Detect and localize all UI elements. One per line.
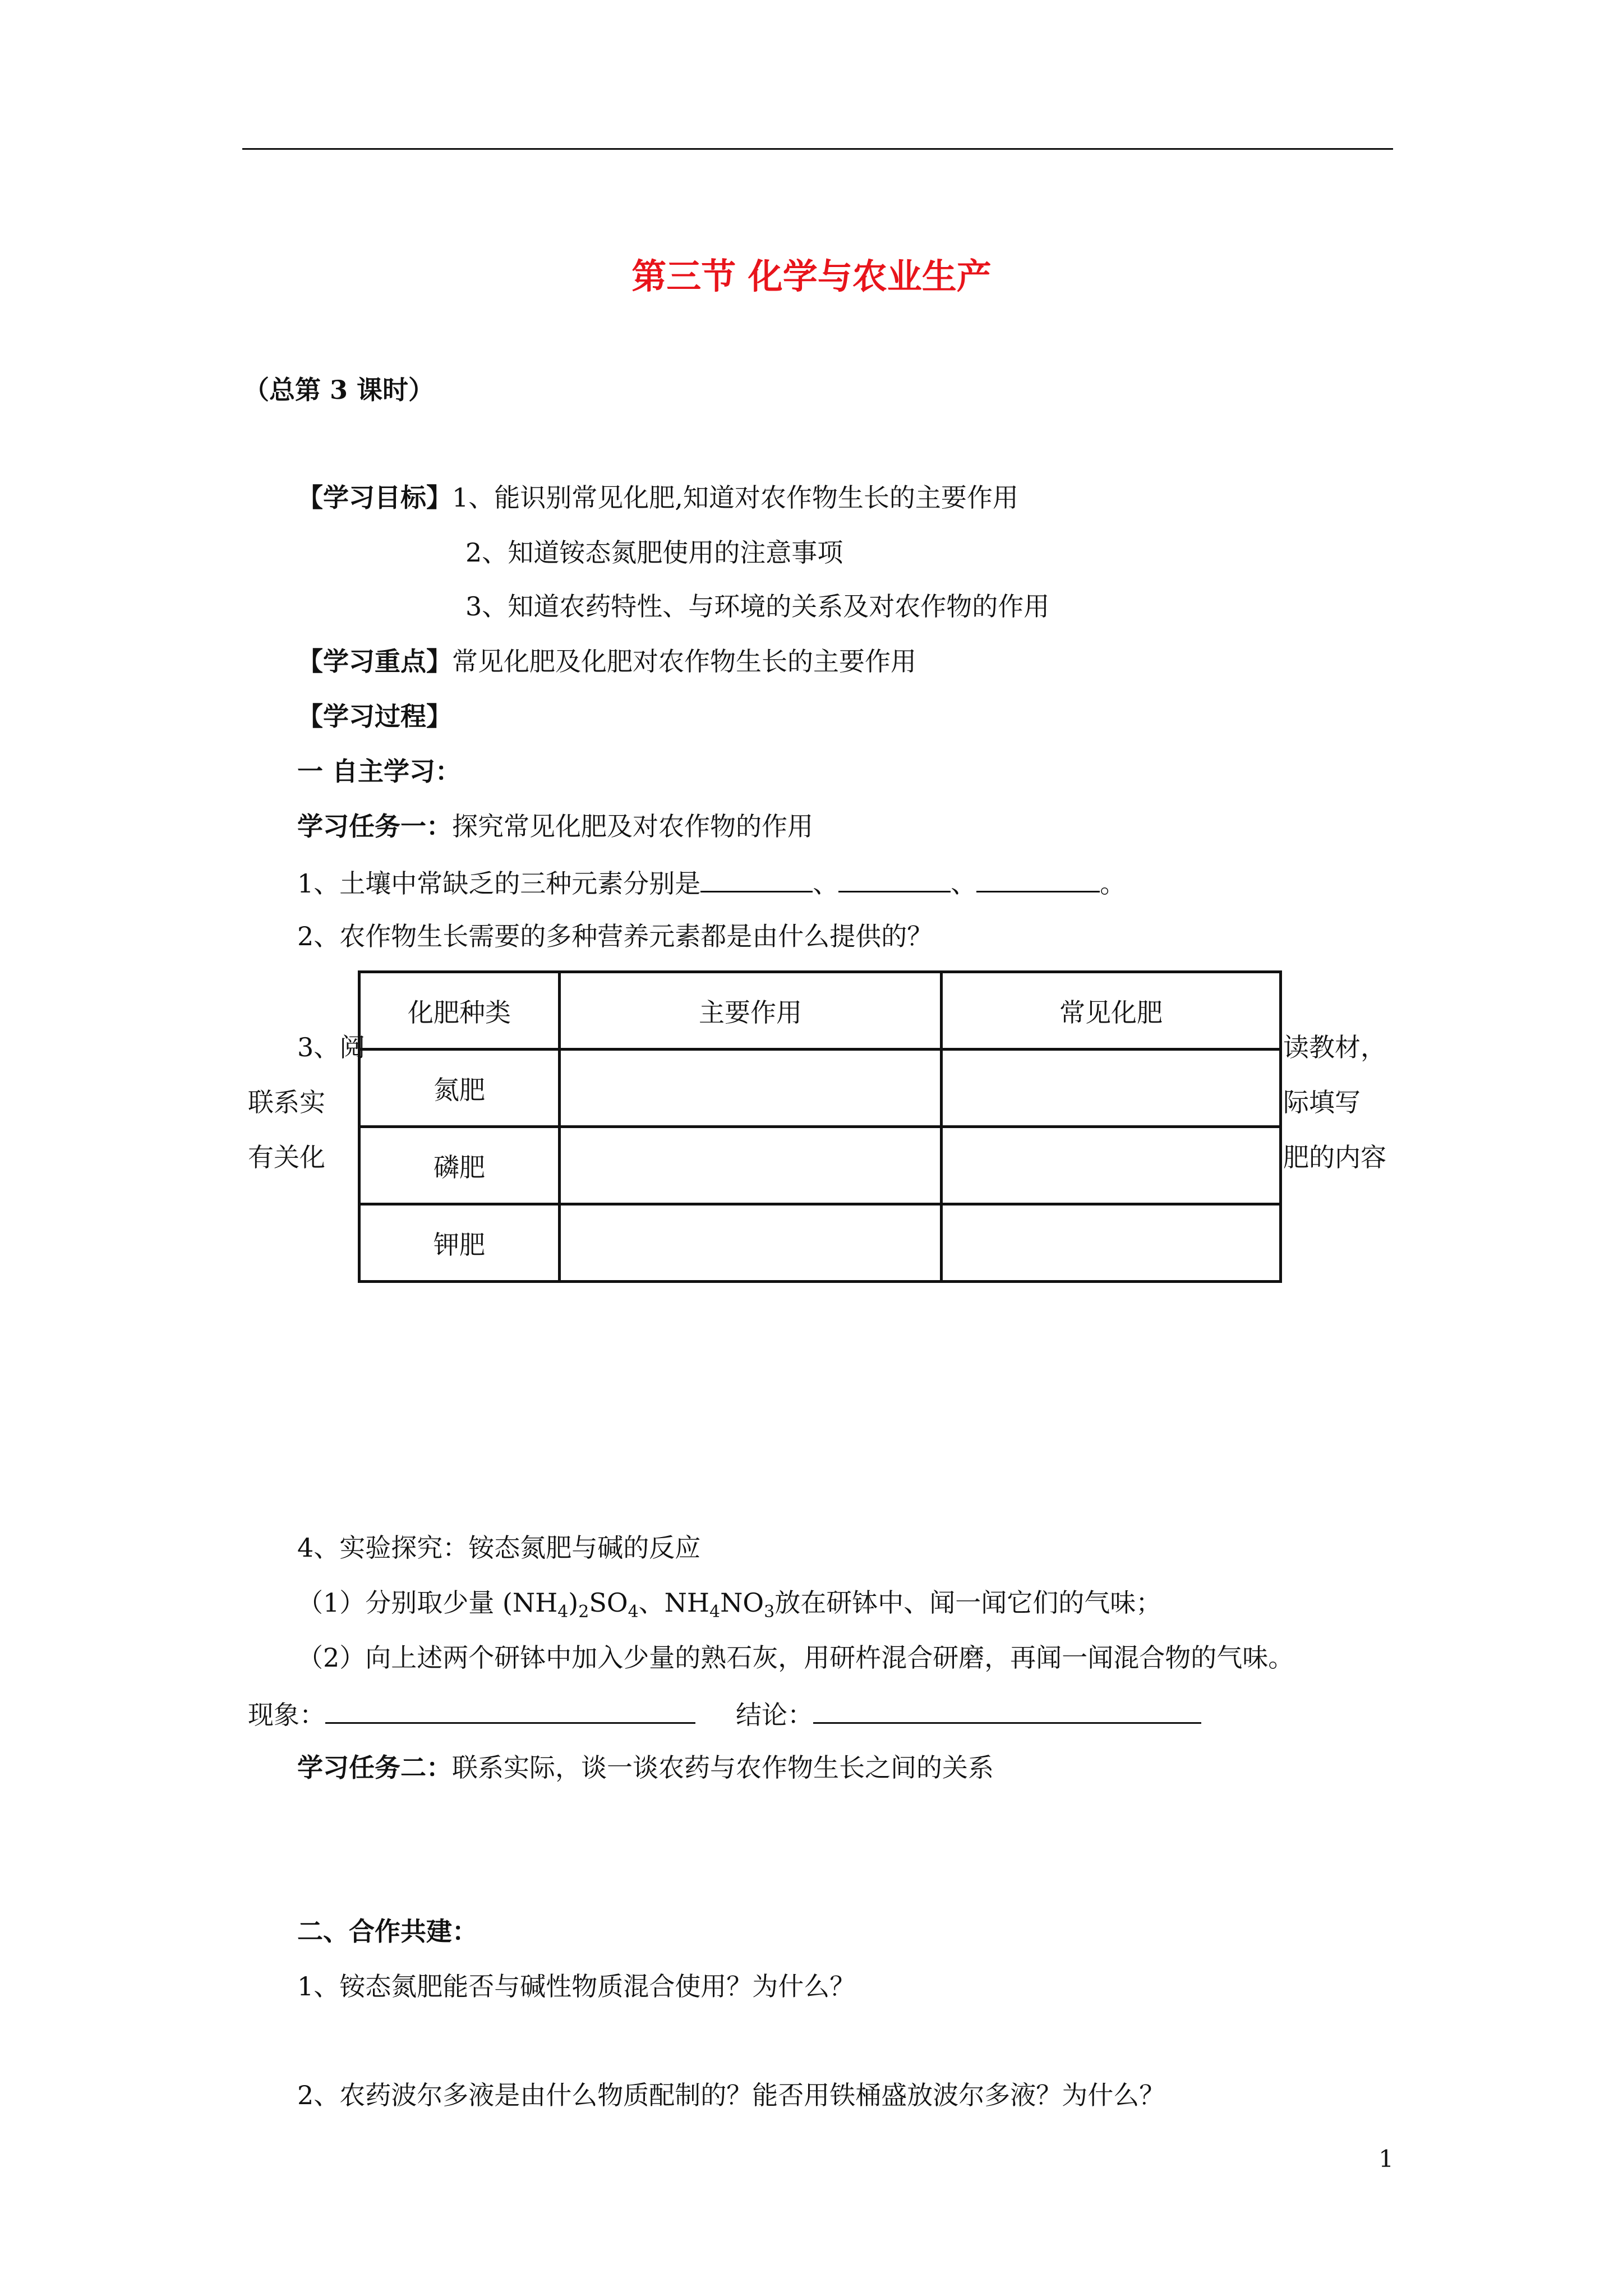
key-points-text: 常见化肥及化肥对农作物生长的主要作用 <box>452 646 916 677</box>
question-4-step-1 <box>297 1590 1161 1621</box>
phenomenon-blank[interactable] <box>325 1700 695 1724</box>
process-label: 【学习过程】 <box>297 701 452 731</box>
task1 <box>297 813 813 839</box>
table-cell-answer[interactable] <box>942 1204 1281 1282</box>
question-2: 2、农作物生长需要的多种营养元素都是由什么提供的？ <box>297 921 933 951</box>
q3-fragment-left-1: 3、阅 <box>297 1032 366 1062</box>
section2-question-1: 1、铵态氮肥能否与碱性物质混合使用？为什么？ <box>297 1971 856 2001</box>
separator: 、 <box>951 868 977 899</box>
objectives-label: 【学习目标】 <box>297 482 452 513</box>
question-1 <box>297 868 1126 899</box>
formula-part: 放在研钵中、闻一闻它们的气味； <box>774 1588 1162 1618</box>
table-cell-type: 氮肥 <box>359 1050 560 1127</box>
conclusion-line <box>736 1700 1201 1728</box>
answer-blank[interactable] <box>976 868 1100 892</box>
section2-heading: 二、合作共建： <box>297 1916 478 1947</box>
objective-item: 1、能识别常见化肥,知道对农作物生长的主要作用 <box>452 482 1018 513</box>
q3-fragment-right-3: 肥的内容 <box>1283 1142 1386 1172</box>
table-cell-answer[interactable] <box>560 1127 942 1204</box>
separator: 、 <box>813 868 839 899</box>
header-rule <box>242 148 1393 150</box>
table-header-common: 常见化肥 <box>942 972 1281 1050</box>
q3-fragment-right-1: 读教材， <box>1283 1032 1386 1062</box>
table-row <box>359 1127 1281 1204</box>
task2-text: 联系实际，谈一谈农药与农作物生长之间的关系 <box>452 1752 994 1783</box>
table-cell-answer[interactable] <box>942 1050 1281 1127</box>
formula-subscript: 4 <box>628 1602 639 1622</box>
key-points <box>297 646 916 677</box>
formula-part: ) <box>568 1588 579 1618</box>
task2 <box>297 1752 994 1783</box>
answer-blank[interactable] <box>700 868 813 892</box>
table-cell-answer[interactable] <box>560 1204 942 1282</box>
section1-heading: 一 自主学习： <box>297 756 462 786</box>
table-cell-answer[interactable] <box>560 1050 942 1127</box>
formula-part: SO <box>589 1588 628 1618</box>
formula-subscript: 2 <box>578 1602 589 1622</box>
page-number: 1 <box>1378 2145 1394 2173</box>
formula-part: NO <box>720 1588 764 1618</box>
question-4-step-2: （2）向上述两个研钵中加入少量的熟石灰，用研杵混合研磨，再闻一闻混合物的气味。 <box>297 1642 1294 1673</box>
table-cell-type: 磷肥 <box>359 1127 560 1204</box>
task1-label: 学习任务一： <box>297 811 452 841</box>
answer-blank[interactable] <box>838 868 951 892</box>
task1-text: 探究常见化肥及对农作物的作用 <box>452 811 813 841</box>
phenomenon-label: 现象： <box>248 1700 325 1730</box>
page-title: 第三节 化学与农业生产 <box>631 256 992 297</box>
table-header-function: 主要作用 <box>560 972 942 1050</box>
question-1-text: 1、土壤中常缺乏的三种元素分别是 <box>297 868 701 899</box>
objective-item: 3、知道农药特性、与环境的关系及对农作物的作用 <box>465 591 1050 622</box>
period-label: （总第 3 课时） <box>243 375 435 405</box>
task2-label: 学习任务二： <box>297 1752 452 1783</box>
table-header-type: 化肥种类 <box>359 972 560 1050</box>
phenomenon-line <box>248 1700 695 1728</box>
question-4-heading: 4、实验探究：铵态氮肥与碱的反应 <box>297 1533 701 1563</box>
formula-subscript: 3 <box>764 1602 775 1622</box>
table-row <box>359 1204 1281 1282</box>
q3-fragment-right-2: 际填写 <box>1283 1087 1361 1117</box>
section2-question-2: 2、农药波尔多液是由什么物质配制的？能否用铁桶盛放波尔多液？为什么？ <box>297 2080 1165 2110</box>
formula-subscript: 4 <box>709 1602 721 1622</box>
table-header-row <box>359 972 1281 1050</box>
table-cell-answer[interactable] <box>942 1127 1281 1204</box>
fertilizer-table <box>358 970 1282 1283</box>
conclusion-blank[interactable] <box>813 1700 1201 1724</box>
formula-part: （1）分别取少量 (NH <box>297 1588 558 1618</box>
period-mark: 。 <box>1100 868 1126 899</box>
table-row <box>359 1050 1281 1127</box>
q3-fragment-left-3: 有关化 <box>248 1142 325 1172</box>
table-cell-type: 钾肥 <box>359 1204 560 1282</box>
formula-part: 、NH <box>638 1588 710 1618</box>
conclusion-label: 结论： <box>736 1700 813 1730</box>
objective-item: 2、知道铵态氮肥使用的注意事项 <box>465 537 843 568</box>
formula-subscript: 4 <box>557 1602 569 1622</box>
key-points-label: 【学习重点】 <box>297 646 452 677</box>
q3-fragment-left-2: 联系实 <box>248 1087 325 1117</box>
objectives-line-1 <box>297 482 1018 513</box>
